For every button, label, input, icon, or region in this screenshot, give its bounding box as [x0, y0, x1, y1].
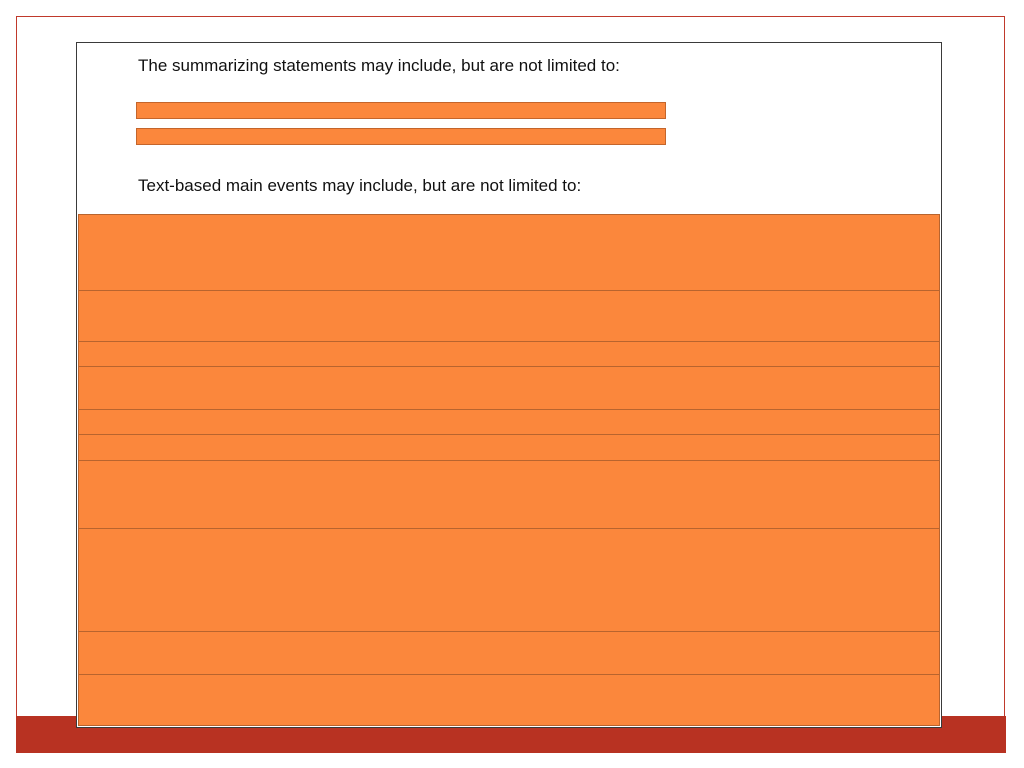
content-box: [76, 42, 942, 728]
intro-statement: The summarizing statements may include, but are not limited to:: [138, 56, 620, 75]
redacted-item-1: [136, 102, 666, 119]
table-row: [78, 434, 940, 461]
table-row: [78, 409, 940, 435]
table-row: [78, 631, 940, 675]
redacted-table: [78, 214, 940, 726]
table-row: [78, 674, 940, 726]
table-row: [78, 214, 940, 291]
table-row: [78, 290, 940, 342]
table-row: [78, 528, 940, 632]
table-row: [78, 460, 940, 529]
table-row: [78, 366, 940, 410]
redacted-item-2: [136, 128, 666, 145]
table-row: [78, 341, 940, 367]
section-statement: Text-based main events may include, but are not limited to:: [138, 176, 582, 195]
